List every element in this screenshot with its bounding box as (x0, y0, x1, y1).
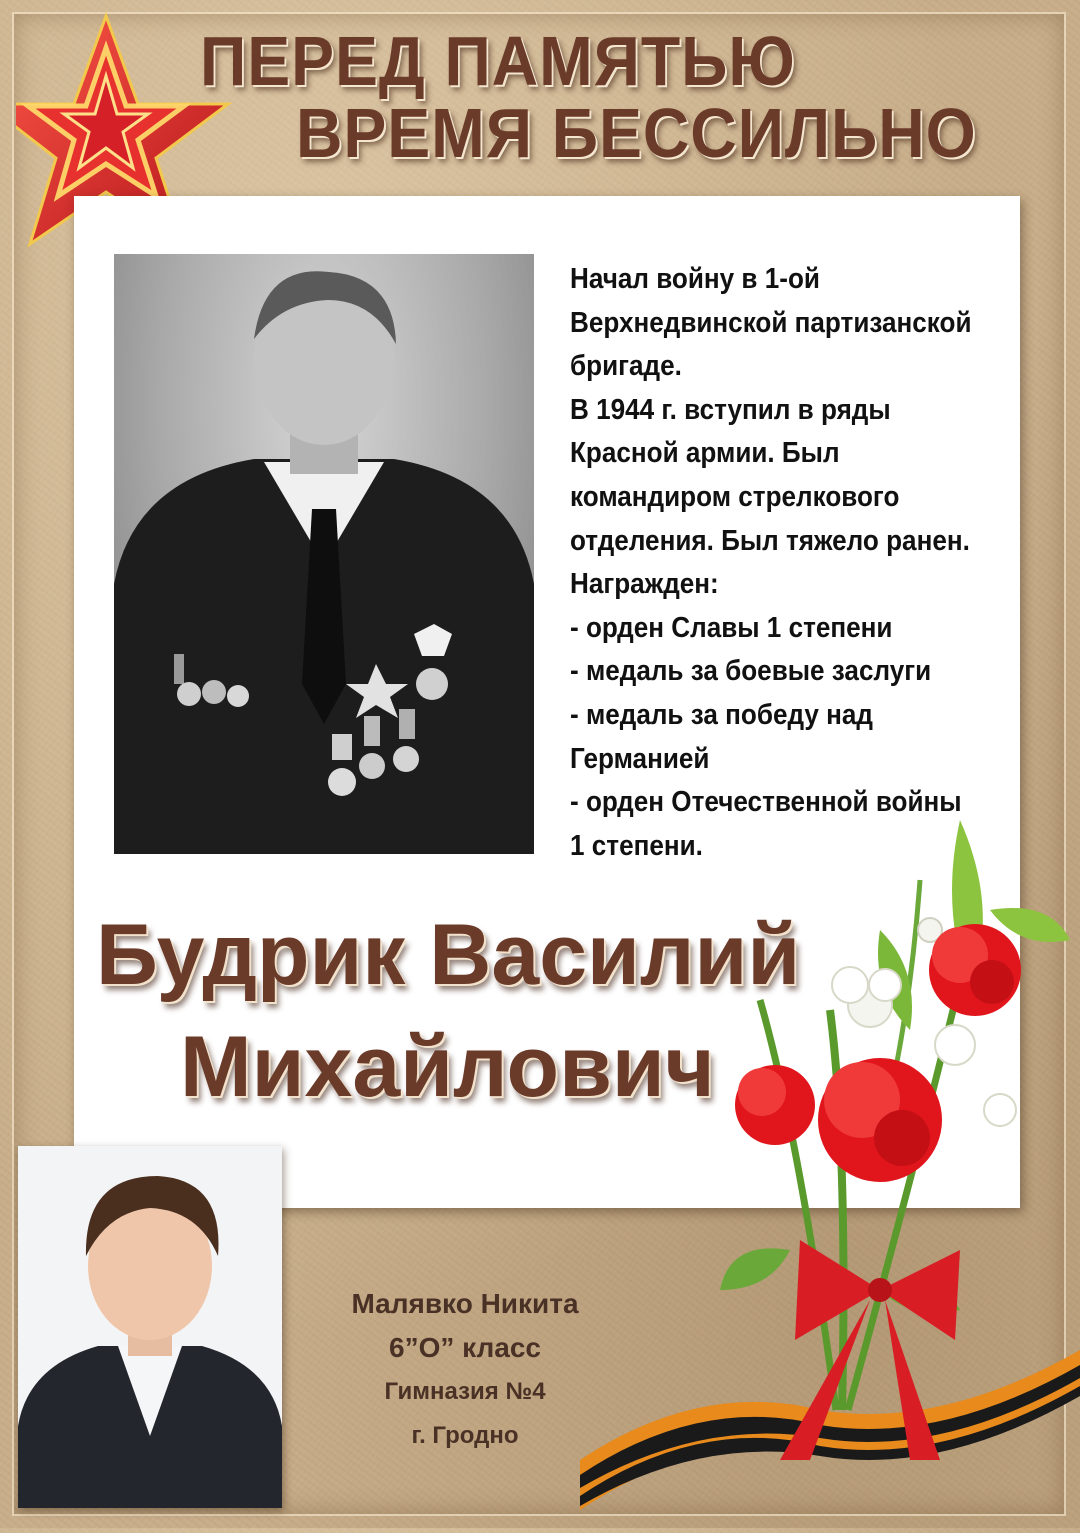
veteran-biography: Начал войну в 1-ой Верхнедвинской партизанской бригаде. В 1944 г. вступил в ряды Красной армии. Был командиром стрелкового отделения. Был тяжело ранен. Награжден: - орден Славы 1 степени - медаль за боевые заслуги - медаль за победу над Германией - орден Отечественной войны 1 степени. (570, 263, 972, 862)
student-name: Малявко Никита (351, 1288, 579, 1319)
veteran-name-line-2: Михайлович (180, 1019, 715, 1115)
veteran-portrait-photo (114, 254, 534, 854)
veteran-name-line-1: Будрик Василий (96, 907, 801, 1003)
student-class: 6”О” класс (389, 1332, 541, 1363)
headline-line-1: ПЕРЕД ПАМЯТЬЮ (200, 22, 796, 100)
student-school: Гимназия №4 (384, 1378, 546, 1405)
student-city: г. Гродно (411, 1422, 519, 1449)
headline-line-2: ВРЕМЯ БЕССИЛЬНО (296, 94, 977, 172)
carnations-ribbon-illustration (580, 820, 1080, 1528)
student-portrait-photo (18, 1146, 282, 1508)
